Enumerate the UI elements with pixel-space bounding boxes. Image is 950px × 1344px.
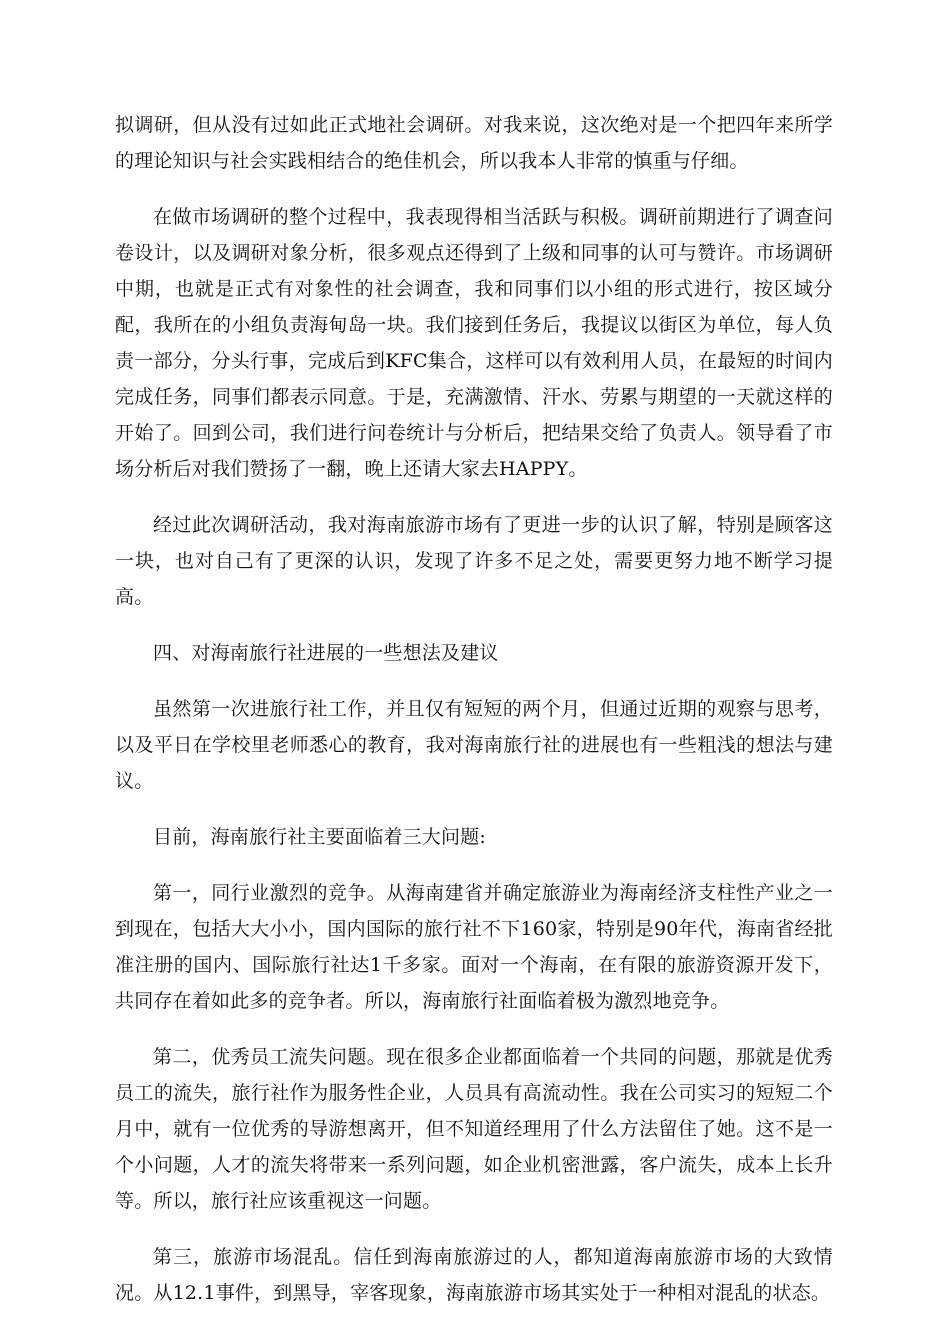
document-body xyxy=(115,107,833,1331)
paragraph-problem-staff-loss: 第二，优秀员工流失问题。现在很多企业都面临着一个共同的问题，那就是优秀员工的流失，旅行社作为服务性企业，人员具有高流动性。我在公司实习的短短二个月中，就有一位优秀的导游想离开，但不知道经理用了什么方法留住了她。这不是一个小问题，人才的流失将带来一系列问题，如企业机密泄露，客户流失，成本上长升等。所以，旅行社应该重视这一问题。 xyxy=(115,1046,833,1212)
paragraph-market-research-process: 在做市场调研的整个过程中，我表现得相当活跃与积极。调研前期进行了调查问卷设计，以及调研对象分析，很多观点还得到了上级和同事的认可与赞许。市场调研中期，也就是正式有对象性的社会调查，我和同事们以小组的形式进行，按区域分配，我所在的小组负责海甸岛一块。我们接到任务后，我提议以街区为单位，每人负责一部分，分头行事，完成后到KFC集合，这样可以有效利用人员，在最短的时间内完成任务，同事们都表示同意。于是，充满激情、汗水、劳累与期望的一天就这样的开始了。回到公司，我们进行问卷统计与分析后，把结果交给了负责人。领导看了市场分析后对我们赞扬了一翻，晚上还请大家去HAPPY。 xyxy=(115,206,833,480)
paragraph-research-outcome: 经过此次调研活动，我对海南旅游市场有了更进一步的认识了解，特别是顾客这一块，也对自己有了更深的认识，发现了许多不足之处，需要更努力地不断学习提高。 xyxy=(115,514,833,608)
paragraph-intro-continuation: 拟调研，但从没有过如此正式地社会调研。对我来说，这次绝对是一个把四年来所学的理论知识与社会实践相结合的绝佳机会，所以我本人非常的慎重与仔细。 xyxy=(115,114,833,172)
paragraph-problem-competition: 第一，同行业激烈的竞争。从海南建省并确定旅游业为海南经济支柱性产业之一到现在，包括大大小小，国内国际的旅行社不下160家，特别是90年代，海南省经批准注册的国内、国际旅行社达1千多家。面对一个海南，在有限的旅游资源开发下，共同存在着如此多的竞争者。所以，海南旅行社面临着极为激烈地竞争。 xyxy=(115,882,833,1012)
section-heading-suggestions: 四、对海南旅行社进展的一些想法及建议 xyxy=(153,642,499,664)
paragraph-suggestions-intro: 虽然第一次进旅行社工作，并且仅有短短的两个月，但通过近期的观察与思考，以及平日在学校里老师悉心的教育，我对海南旅行社的进展也有一些粗浅的想法与建议。 xyxy=(115,698,833,792)
paragraph-three-problems: 目前，海南旅行社主要面临着三大问题: xyxy=(153,826,487,848)
paragraph-problem-market-disorder: 第三，旅游市场混乱。信任到海南旅游过的人，都知道海南旅游市场的大致情况。从12.1事件，到黑导，宰客现象，海南旅游市场其实处于一种相对混乱的状态。 xyxy=(115,1246,833,1304)
